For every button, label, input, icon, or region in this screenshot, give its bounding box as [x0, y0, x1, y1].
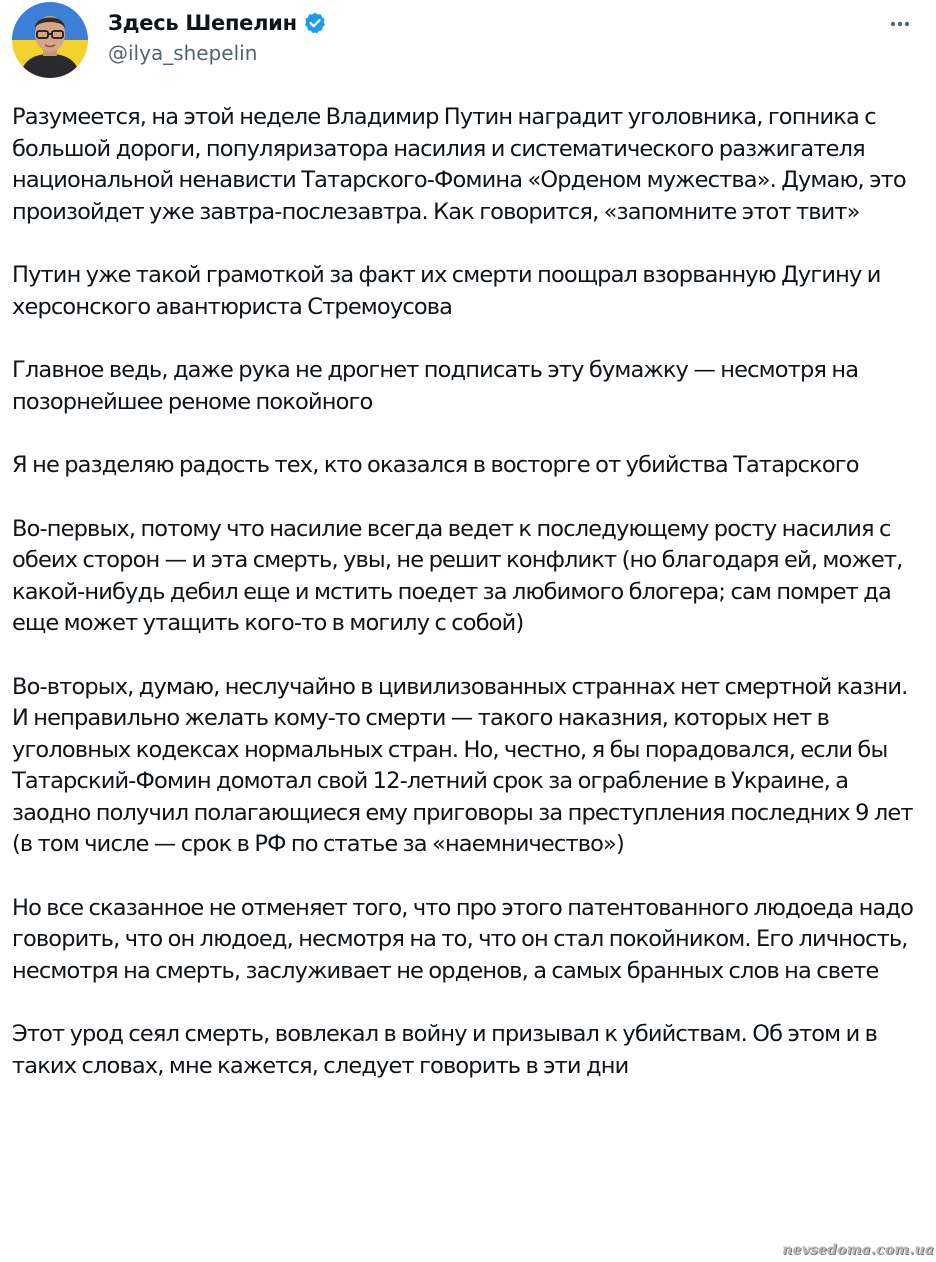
tweet-paragraph: Главное ведь, даже рука не дрогнет подписать эту бумажку — несмотря на позорнейшее реноме покойного — [12, 357, 859, 415]
tweet-text — [12, 102, 924, 1114]
display-name[interactable]: Здесь Шепелин — [108, 11, 297, 35]
tweet-header — [0, 0, 936, 96]
avatar-photo-icon — [12, 2, 88, 78]
more-button[interactable] — [882, 6, 918, 42]
user-handle[interactable]: @ilya_shepelin — [108, 41, 258, 65]
verified-badge-icon — [303, 11, 327, 35]
tweet-paragraph: Я не разделяю радость тех, кто оказался в восторге от убийства Татарского — [12, 452, 859, 478]
tweet-paragraph: Во-первых, потому что насилие всегда ведет к последующему росту насилия с обеих сторон — и эта смерть, увы, не решит конфликт (но благодаря ей, может, какой-нибудь дебил еще и мстить поедет за любимого блогера; сам помрет да еще может утащить кого-то в могилу с собой) — [12, 515, 903, 636]
more-horizontal-icon — [882, 6, 918, 42]
name-row — [108, 8, 327, 38]
avatar[interactable] — [12, 2, 88, 78]
tweet-paragraph: Разумеется, на этой неделе Владимир Путин наградит уголовника, гопника с большой дороги, популяризатора насилия и систематического разжигателя национальной ненависти Татарского-Фомина «Орденом мужества». Думаю, это произойдет уже завтра-послезавтра. Как говорится, «запомните этот твит» — [12, 104, 906, 225]
tweet-paragraph: Но все сказанное не отменяет того, что про этого патентованного людоеда надо говорить, что он людоед, несмотря на то, что он стал покойником. Его личность, несмотря на смерть, заслуживает не орденов, а самых бранных слов на свете — [12, 894, 914, 984]
tweet-paragraph: Во-вторых, думаю, неслучайно в цивилизованных страннах нет смертной казни. И неправильно желать кому-то смерти — такого наказния, которых нет в уголовных кодексах нормальных стран. Но, честно, я бы порадовался, если бы Татарский-Фомин домотал свой 12-летний срок за ограбление в Украине, а заодно получил полагающиеся ему приговоры за преступления последних 9 лет (в том числе — срок в РФ по статье за «наемничество») — [12, 673, 913, 857]
tweet-paragraph: Путин уже такой грамоткой за факт их смерти поощрал взорванную Дугину и херсонского авантюриста Стремоусова — [12, 262, 881, 320]
tweet-paragraph: Этот урод сеял смерть, вовлекал в войну и призывал к убийствам. Об этом и в таких словах, мне кажется, следует говорить в эти дни — [12, 1021, 878, 1079]
site-watermark: nevsedoma.com.ua — [782, 1242, 934, 1258]
